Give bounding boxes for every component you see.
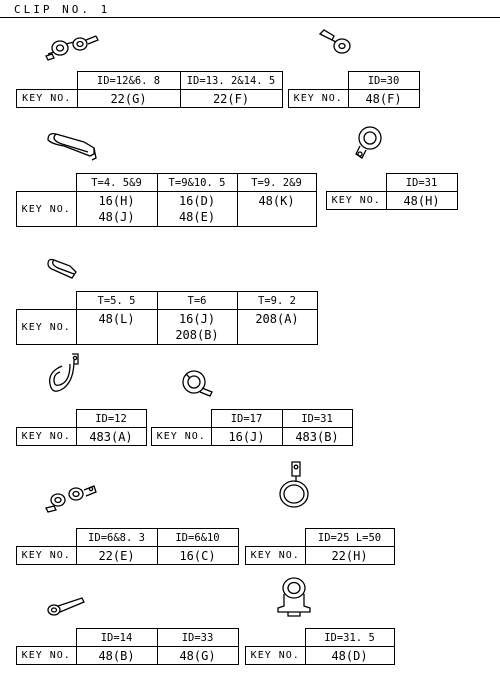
table-7-key-label: KEY NO. [17,547,77,565]
table-6-header-0: ID=17 [211,410,282,428]
key-table-9 [16,628,239,665]
table-2-header-1: T=9&10. 5 [157,174,237,192]
table-4-header-1: T=6 [157,292,237,310]
hose-clamp-small-icon [316,28,356,58]
table-0-value-1: 22(F) [180,90,282,108]
band-clip-icon [44,594,88,620]
title-rule [0,17,500,18]
table-7-header-0: ID=6&8. 3 [76,529,157,547]
table-2-value-0-1: 48(J) [98,210,135,224]
table-2-value-2-0: 48(K) [258,194,295,208]
key-table-0 [16,71,283,108]
table-1-header-0: ID=30 [348,72,419,90]
table-7-value-0: 22(E) [76,547,157,565]
page-title: CLIP NO. 1 [14,3,111,16]
table-9-header-0: ID=14 [76,629,157,647]
table-4-key-label: KEY NO. [17,310,77,345]
table-2-value-1-0: 16(D) [178,194,216,208]
table-3-header-0: ID=31 [386,174,457,192]
u-clamp-icon [44,350,84,400]
key-table-8 [245,528,395,565]
table-8-value-0: 22(H) [305,547,394,565]
table-4-value-2-0: 208(A) [255,312,299,326]
table-2-cell-0 [76,192,157,227]
table-4-value-1-0: 16(J) [178,312,216,326]
flat-clip-icon [44,256,80,282]
table-2-value-1-1: 48(E) [178,210,216,224]
table-0-key-label: KEY NO. [17,90,78,108]
table-1-value-0: 48(F) [348,90,419,108]
key-table-3 [326,173,458,210]
table-4-header-2: T=9. 2 [237,292,317,310]
table-2-value-0-0: 16(H) [98,194,135,208]
table-6-key-label: KEY NO. [152,428,212,446]
table-0-header-0: ID=12&6. 8 [77,72,180,90]
key-table-4 [16,291,318,345]
table-9-value-0: 48(B) [76,647,157,665]
table-9-key-label: KEY NO. [17,647,77,665]
table-5-header-0: ID=12 [76,410,146,428]
dual-clamp-icon [44,480,100,514]
key-table-6 [151,409,353,446]
table-2-header-0: T=4. 5&9 [76,174,157,192]
table-10-key-label: KEY NO. [246,647,306,665]
table-10-value-0: 48(D) [305,647,394,665]
table-0-header-1: ID=13. 2&14. 5 [180,72,282,90]
table-5-value-0: 483(A) [76,428,146,446]
table-6-value-0: 16(J) [211,428,282,446]
table-7-value-1: 16(C) [157,547,238,565]
key-table-1 [288,71,420,108]
clamp-with-tab-icon [274,458,314,514]
table-6-value-1: 483(B) [282,428,352,446]
table-6-header-1: ID=31 [282,410,352,428]
table-4-cell-0 [76,310,157,345]
table-4-header-0: T=5. 5 [76,292,157,310]
table-2-cell-1 [157,192,237,227]
table-9-value-1: 48(G) [157,647,238,665]
table-7-header-1: ID=6&10 [157,529,238,547]
table-4-value-1-1: 208(B) [175,328,219,342]
table-2-cell-2 [237,192,316,227]
key-table-7 [16,528,239,565]
p-clamp-round-icon [178,366,218,400]
table-2-header-2: T=9. 2&9 [237,174,316,192]
table-10-header-0: ID=31. 5 [305,629,394,647]
stand-clamp-icon [274,574,314,618]
table-1-key-label: KEY NO. [289,90,349,108]
table-3-key-label: KEY NO. [327,192,387,210]
p-clamp-icon [352,124,386,162]
table-9-header-1: ID=33 [157,629,238,647]
hose-clip-dual-icon [44,30,100,64]
table-4-cell-2 [237,310,317,345]
table-0-value-0: 22(G) [77,90,180,108]
table-8-key-label: KEY NO. [246,547,306,565]
table-8-header-0: ID=25 L=50 [305,529,394,547]
key-table-10 [245,628,395,665]
table-5-key-label: KEY NO. [17,428,77,446]
table-3-value-0: 48(H) [386,192,457,210]
wire-clip-flat-icon [44,130,100,162]
table-4-value-0-0: 48(L) [98,312,135,326]
key-table-5 [16,409,147,446]
table-4-cell-1 [157,310,237,345]
key-table-2 [16,173,317,227]
table-2-key-label: KEY NO. [17,192,77,227]
